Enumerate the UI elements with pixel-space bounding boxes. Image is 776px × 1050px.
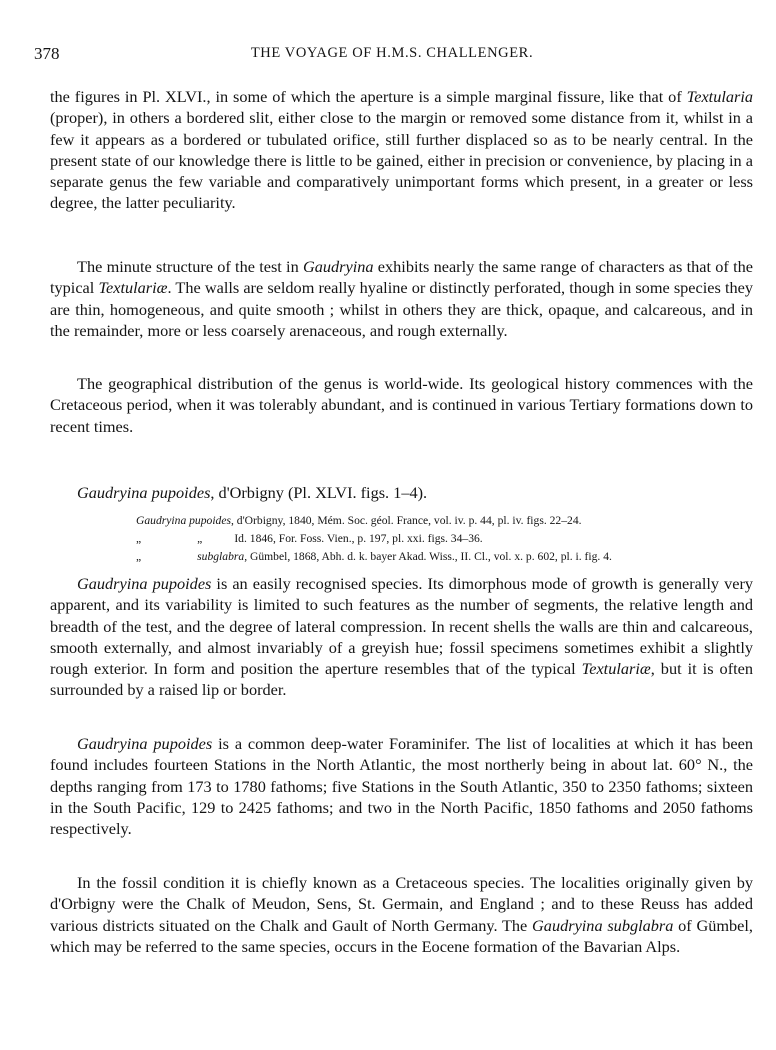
page-number: 378	[34, 44, 60, 63]
paragraph-2: The minute structure of the test in Gaudryina exhibits nearly the same range of characters as that of the typical Textulariæ. The walls are seldom really hyaline or distinctly perforated, though in some species they are thin, homogeneous, and quite smooth ; whilst in others they are thick, opaque, and calcareous, and in the remainder, more or less coarsely arenaceous, and rough externally.	[50, 257, 754, 340]
species-heading: Gaudryina pupoides, d'Orbigny (Pl. XLVI. figs. 1–4).	[77, 483, 428, 502]
paragraph-5: Gaudryina pupoides is a common deep-water Foraminifer. The list of localities at which it has been found includes fourteen Stations in the North Atlantic, the most northerly being in about lat. 60° N., the depths ranging from 173 to 1780 fathoms; five Stations in the South Atlantic, 350 to 2350 fathoms; sixteen in the South Pacific, 129 to 2425 fathoms; and two in the North Pacific, 1850 fathoms and 2050 fathoms respectively.	[50, 734, 754, 839]
paragraph-4: Gaudryina pupoides is an easily recognised species. Its dimorphous mode of growth is generally very apparent, and its variability is limited to such features as the number of segments, the relative length and breadth of the test, and the degree of lateral compression. In recent shells the walls are thin and calcareous, smooth externally, and almost invariably of a greyish hue; fossil specimens sometimes exhibit a slightly rough exterior. In form and position the aperture resembles that of the typical Textulariæ, but it is often surrounded by a raised lip or border.	[50, 574, 754, 700]
paragraph-1: the figures in Pl. XLVI., in some of which the aperture is a simple marginal fissure, like that of Textularia (proper), in others a bordered slit, either close to the margin or removed some distance from it, whilst in a few it appears as a bordered or tubulated orifice, still further displaced so as to be nearly central. In the present state of our knowledge there is little to be gained, either in precision or convenience, by placing in a separate genus the few variable and comparatively unimportant forms which present, in a greater or less degree, the latter peculiarity.	[50, 87, 753, 213]
paragraph-3: The geographical distribution of the genus is world-wide. Its geological history commences with the Cretaceous period, when it was tolerably abundant, and is continued in various Tertiary formations down to recent times.	[50, 374, 753, 436]
synonymy-line-3: „ subglabra, Gümbel, 1868, Abh. d. k. bayer Akad. Wiss., II. Cl., vol. x. p. 602, pl. i. fig. 4.	[136, 550, 612, 563]
running-title: THE VOYAGE OF H.M.S. CHALLENGER.	[250, 45, 534, 61]
paragraph-6: In the fossil condition it is chiefly known as a Cretaceous species. The localities originally given by d'Orbigny were the Chalk of Meudon, Sens, St. Germain, and England ; and to these Reuss has added various districts situated on the Chalk and Gault of North Germany. The Gaudryina subglabra of Gümbel, which may be referred to the same species, occurs in the Eocene formation of the Bavarian Alps.	[50, 873, 753, 956]
page-header	[34, 44, 750, 68]
synonymy-line-2: „ „ Id. 1846, For. Foss. Vien., p. 197, pl. xxi. figs. 34–36.	[136, 532, 483, 545]
synonymy-line-1: Gaudryina pupoides, d'Orbigny, 1840, Mém. Soc. géol. France, vol. iv. p. 44, pl. iv. figs. 22–24.	[136, 514, 582, 527]
species-name: Gaudryina pupoides	[77, 483, 211, 502]
